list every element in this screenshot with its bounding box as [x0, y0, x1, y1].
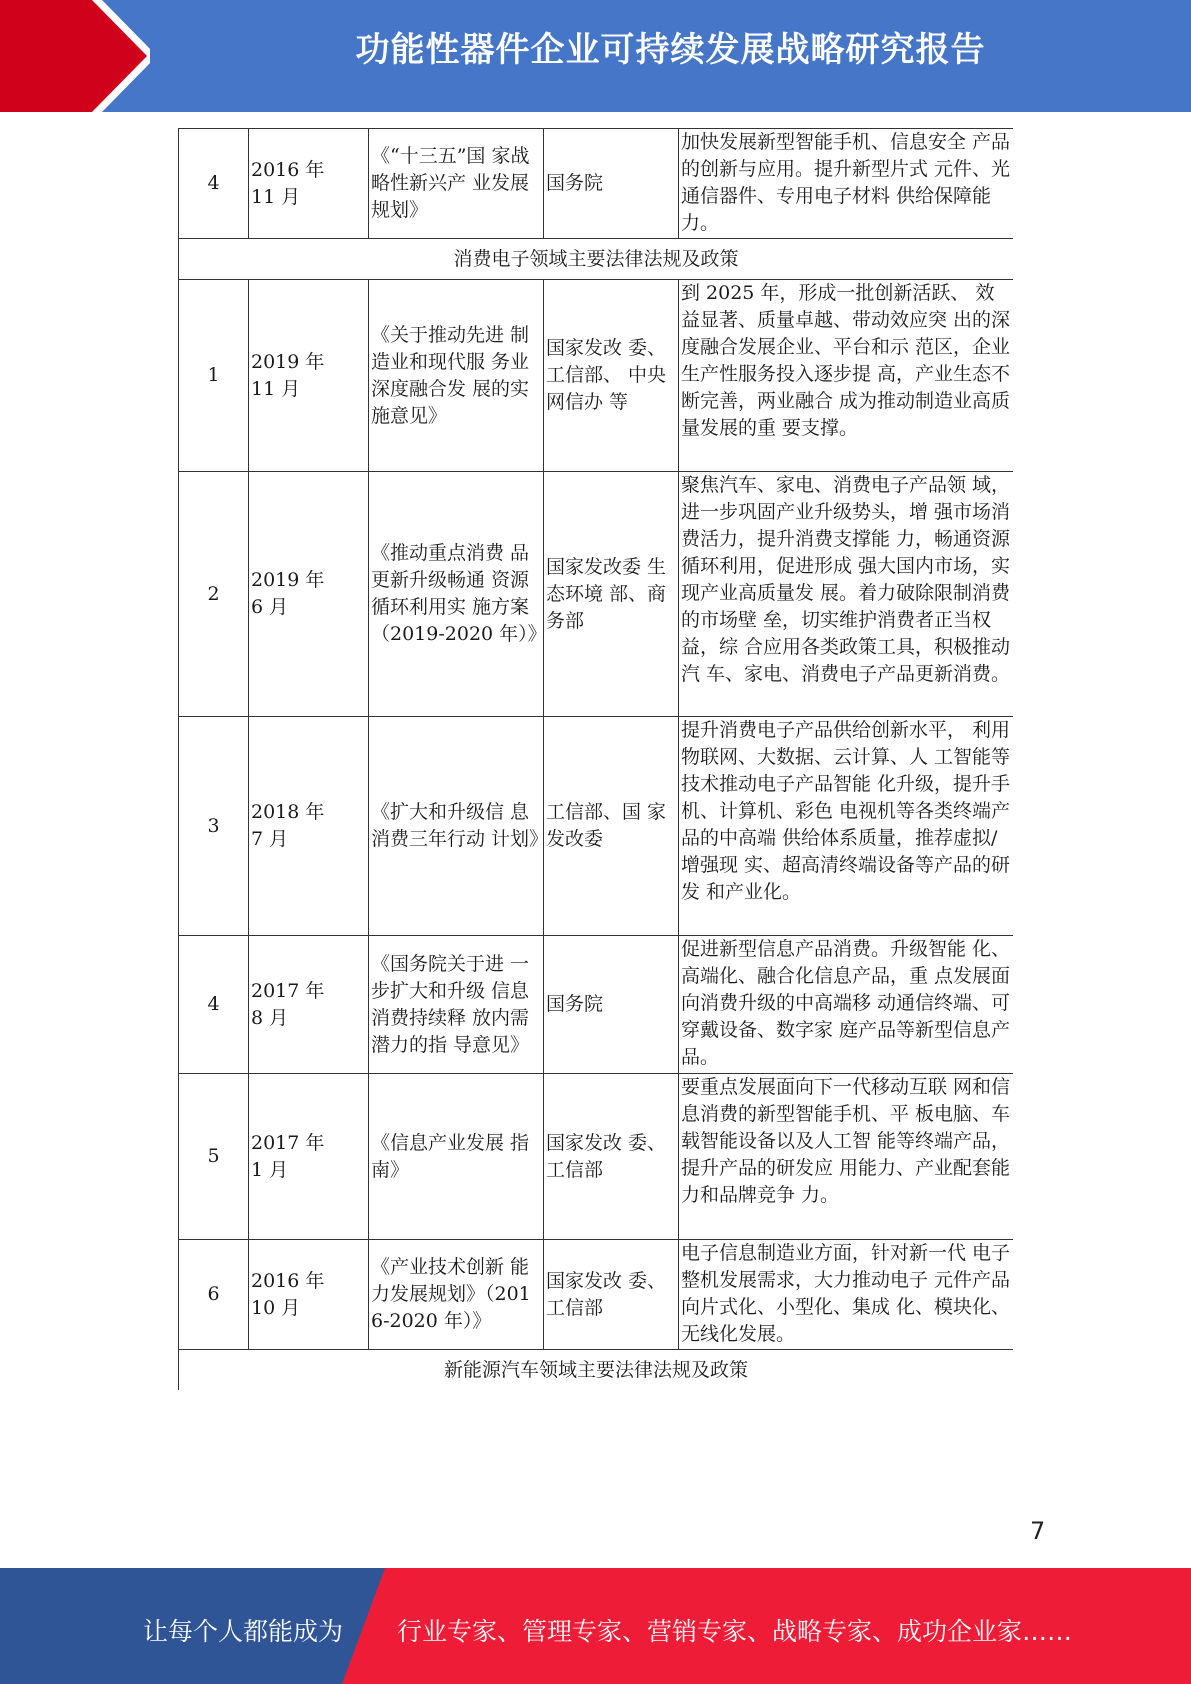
- row-date: 2019 年 6 月: [249, 472, 369, 717]
- row-number: 4: [179, 129, 249, 239]
- footer-slogan-right: 行业专家、管理专家、营销专家、战略专家、成功企业家……: [397, 1617, 1073, 1646]
- row-date: 2019 年 11 月: [249, 280, 369, 472]
- row-content: 要重点发展面向下一代移动互联 网和信息消费的新型智能手机、平 板电脑、车载智能设备以及人工智 能等终端产品，提升产品的研发应 用能力、产业配套能力和品牌竞争 力。: [679, 1074, 1014, 1240]
- row-issuer: 工信部、国 家发改委: [544, 717, 679, 936]
- row-content: 到 2025 年，形成一批创新活跃、 效益显著、质量卓越、带动效应突 出的深度融合发展企业、平台和示 范区，企业生产性服务投入逐步提 高，产业生态不断完善，两业融合 成为推动制造业高质量发展的重 要支撑。: [679, 280, 1014, 472]
- row-policy: 《关于推动先进 制造业和现代服 务业深度融合发 展的实施意见》: [369, 280, 544, 472]
- table-row: [179, 936, 1014, 1074]
- row-policy: 《信息产业发展 指南》: [369, 1074, 544, 1240]
- table-row: [179, 1240, 1014, 1350]
- row-date: 2016 年 11 月: [249, 129, 369, 239]
- row-content: 加快发展新型智能手机、信息安全 产品的创新与应用。提升新型片式 元件、光通信器件、专用电子材料 供给保障能力。: [679, 129, 1014, 239]
- row-issuer: 国务院: [544, 936, 679, 1074]
- row-policy: 《国务院关于进 一步扩大和升级 信息消费持续释 放内需潜力的指 导意见》: [369, 936, 544, 1074]
- table-row: [179, 1074, 1014, 1240]
- row-number: 6: [179, 1240, 249, 1350]
- table-row: [179, 129, 1014, 239]
- row-issuer: 国家发改 委、工信部: [544, 1074, 679, 1240]
- policy-table: [178, 128, 1013, 1390]
- row-content: 促进新型信息产品消费。升级智能 化、高端化、融合化信息产品，重 点发展面向消费升级的中高端移 动通信终端、可穿戴设备、数字家 庭产品等新型信息产品。: [679, 936, 1014, 1074]
- header-banner: [0, 0, 1191, 112]
- row-issuer: 国家发改委 生态环境 部、商务部: [544, 472, 679, 717]
- section-row: [179, 1350, 1014, 1391]
- row-content: 聚焦汽车、家电、消费电子产品领 域，进一步巩固产业升级势头，增 强市场消费活力，提升消费支撑能 力，畅通资源循环利用，促进形成 强大国内市场，实现产业高质量发 展。着力破除限制消费的市场壁 垒，切实维护消费者正当权益，综 合应用各类政策工具，积极推动汽 车、家电、消费电子产品更新消费。: [679, 472, 1014, 717]
- table-row: [179, 280, 1014, 472]
- row-policy: 《“十三五”国 家战略性新兴产 业发展规划》: [369, 129, 544, 239]
- row-date: 2018 年 7 月: [249, 717, 369, 936]
- footer-slogan-left: 让每个人都能成为: [143, 1617, 344, 1646]
- row-policy: 《扩大和升级信 息消费三年行动 计划》: [369, 717, 544, 936]
- policy-table-container: [178, 128, 1013, 1390]
- section-title-consumer: 消费电子领域主要法律法规及政策: [179, 239, 1014, 280]
- row-date: 2016 年 10 月: [249, 1240, 369, 1350]
- row-number: 2: [179, 472, 249, 717]
- section-row: [179, 239, 1014, 280]
- row-number: 4: [179, 936, 249, 1074]
- row-content: 电子信息制造业方面，针对新一代 电子整机发展需求，大力推动电子 元件产品向片式化、小型化、集成 化、模块化、无线化发展。: [679, 1240, 1014, 1350]
- table-row: [179, 717, 1014, 936]
- report-title: 功能性器件企业可持续发展战略研究报告: [355, 30, 986, 70]
- row-number: 3: [179, 717, 249, 936]
- section-title-nev: 新能源汽车领域主要法律法规及政策: [179, 1350, 1014, 1391]
- row-issuer: 国务院: [544, 129, 679, 239]
- row-date: 2017 年 1 月: [249, 1074, 369, 1240]
- table-row: [179, 472, 1014, 717]
- row-issuer: 国家发改 委、工信部、 中央网信办 等: [544, 280, 679, 472]
- row-policy: 《产业技术创新 能力发展规划》（2016-2020 年）》: [369, 1240, 544, 1350]
- row-policy: 《推动重点消费 品更新升级畅通 资源循环利用实 施方案（2019-2020 年）》: [369, 472, 544, 717]
- row-issuer: 国家发改 委、工信部: [544, 1240, 679, 1350]
- row-number: 5: [179, 1074, 249, 1240]
- row-content: 提升消费电子产品供给创新水平， 利用物联网、大数据、云计算、人 工智能等技术推动电子产品智能 化升级，提升手机、计算机、彩色 电视机等各类终端产品的中高端 供给体系质量，推荐虚拟/增强现 实、超高清终端设备等产品的研发 和产业化。: [679, 717, 1014, 936]
- row-date: 2017 年 8 月: [249, 936, 369, 1074]
- header-red-arrow: [0, 0, 150, 112]
- page-number: 7: [1030, 1517, 1046, 1545]
- footer-banner: [0, 1568, 1191, 1684]
- row-number: 1: [179, 280, 249, 472]
